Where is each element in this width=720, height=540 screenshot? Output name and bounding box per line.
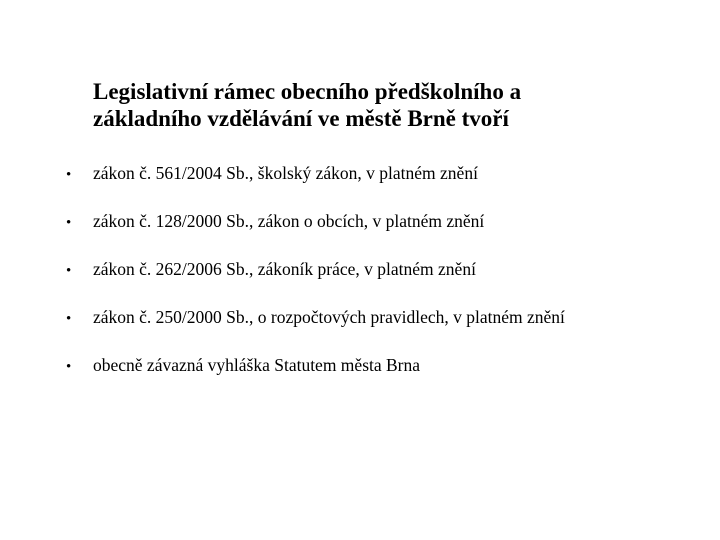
list-item [66,161,706,185]
list-item-text: obecně závazná vyhláška Statutem města Brna [93,355,421,375]
list-item [66,257,706,281]
slide-title-line-2: základního vzdělávání ve městě Brně tvoří [93,106,509,131]
list-item-text: zákon č. 250/2000 Sb., o rozpočtových pravidlech, v platném znění [93,307,565,327]
list-item-text: zákon č. 128/2000 Sb., zákon o obcích, v platném znění [93,211,485,231]
list-item [66,209,706,233]
bullet-icon: • [66,359,72,375]
bullet-icon: • [66,215,72,231]
bullet-icon: • [66,263,72,279]
bullet-icon: • [66,311,72,327]
list-item [66,305,706,329]
list-item-text: zákon č. 561/2004 Sb., školský zákon, v platném znění [93,163,478,183]
slide-title-line-1: Legislativní rámec obecního předškolního a [93,79,522,104]
list-item [66,353,706,377]
list-item-text: zákon č. 262/2006 Sb., zákoník práce, v platném znění [93,259,476,279]
bullet-icon: • [66,167,72,183]
slide-title [93,78,693,132]
